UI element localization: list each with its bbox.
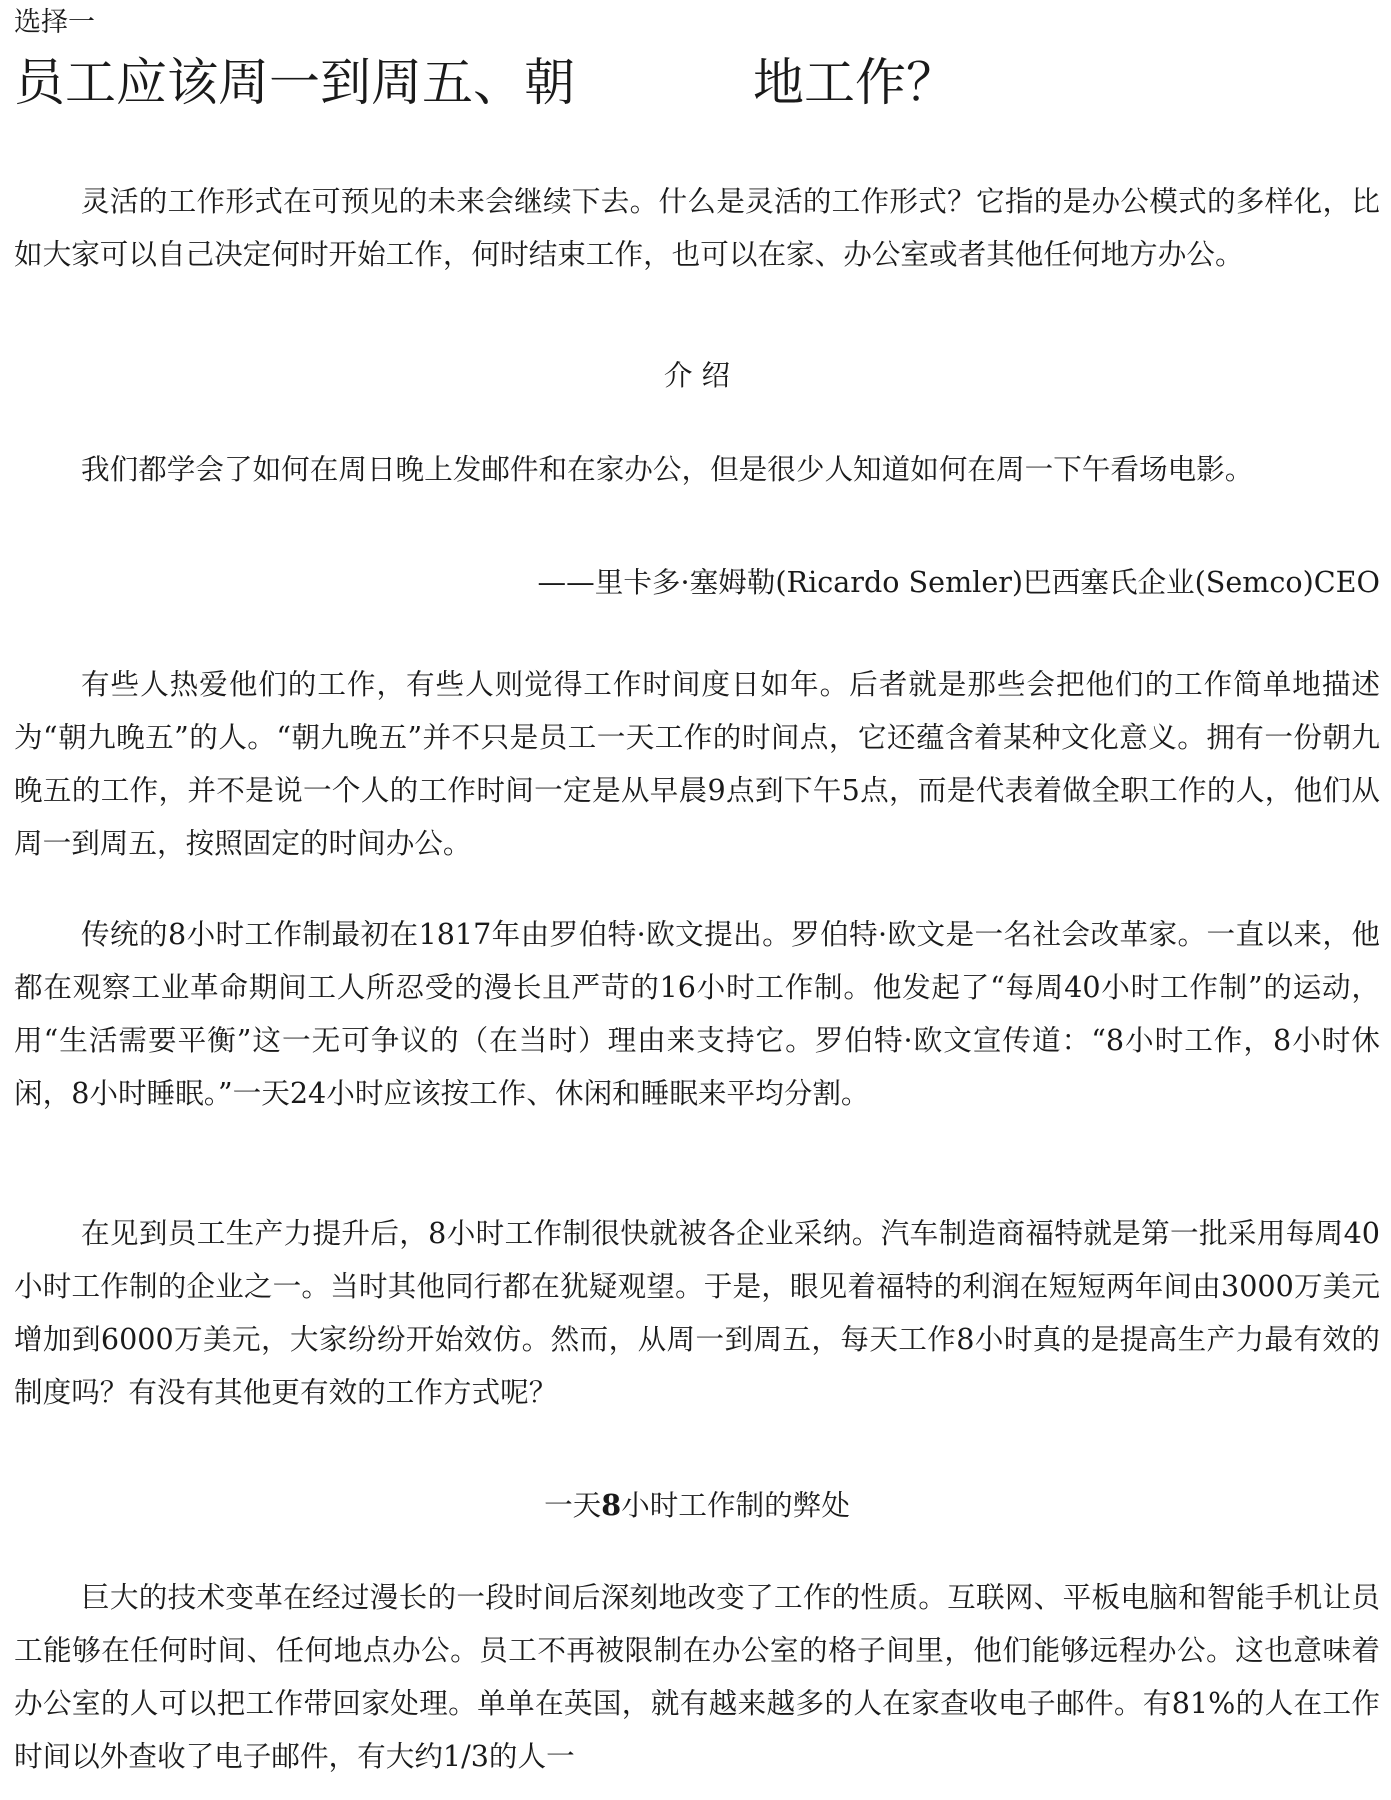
- title-part-1: 员工应该周一到周五、朝: [14, 54, 576, 113]
- epigraph-quote: 我们都学会了如何在周日晚上发邮件和在家办公，但是很少人知道如何在周一下午看场电影。: [81, 452, 1254, 486]
- body-paragraph-4: 巨大的技术变革在经过漫长的一段时间后深刻地改变了工作的性质。互联网、平板电脑和智能手机让员工能够在任何时间、任何地点办公。员工不再被限制在办公室的格子间里，他们能够远程办公。这也意味着办公室的人可以把工作带回家处理。单单在英国，就有越来越多的人在家查收电子邮件。有81%的人在工作时间以外查收了电子邮件，有大约1/3的人一: [14, 1580, 1380, 1773]
- section-kicker: 选择一: [14, 7, 95, 38]
- heading-text-post: 小时工作制的弊处: [621, 1488, 850, 1522]
- page-title: [14, 52, 957, 116]
- heading-text-pre: 一天: [544, 1488, 602, 1522]
- section-heading-drawbacks: [14, 1485, 1380, 1525]
- intro-paragraph: 灵活的工作形式在可预见的未来会继续下去。什么是灵活的工作形式？它指的是办公模式的多样化，比如大家可以自己决定何时开始工作，何时结束工作，也可以在家、办公室或者其他任何地方办公。: [14, 184, 1380, 271]
- body-paragraph-1: 有些人热爱他们的工作，有些人则觉得工作时间度日如年。后者就是那些会把他们的工作简单地描述为“朝九晚五”的人。“朝九晚五”并不只是员工一天工作的时间点，它还蕴含着某种文化意义。拥有一份朝九晚五的工作，并不是说一个人的工作时间一定是从早晨9点到下午5点，而是代表着做全职工作的人，他们从周一到周五，按照固定的时间办公。: [14, 667, 1380, 860]
- heading-number: 8: [601, 1488, 622, 1522]
- body-paragraph-2: 传统的8小时工作制最初在1817年由罗伯特·欧文提出。罗伯特·欧文是一名社会改革家。一直以来，他都在观察工业革命期间工人所忍受的漫长且严苛的16小时工作制。他发起了“每周40小时工作制”的运动，用“生活需要平衡”这一无可争议的（在当时）理由来支持它。罗伯特·欧文宣传道：“8小时工作，8小时休闲，8小时睡眠。”一天24小时应该按工作、休闲和睡眠来平均分割。: [14, 917, 1380, 1110]
- body-paragraph-3: 在见到员工生产力提升后，8小时工作制很快就被各企业采纳。汽车制造商福特就是第一批采用每周40小时工作制的企业之一。当时其他同行都在犹疑观望。于是，眼见着福特的利润在短短两年间由3000万美元增加到6000万美元，大家纷纷开始效仿。然而，从周一到周五，每天工作8小时真的是提高生产力最有效的制度吗？有没有其他更有效的工作方式呢？: [14, 1216, 1380, 1409]
- title-part-2: 地工作？: [753, 54, 958, 113]
- section-heading-introduction: 介 绍: [663, 358, 731, 392]
- epigraph-attribution: ——里卡多·塞姆勒(Ricardo Semler)巴西塞氏企业(Semco)CEO: [537, 565, 1380, 599]
